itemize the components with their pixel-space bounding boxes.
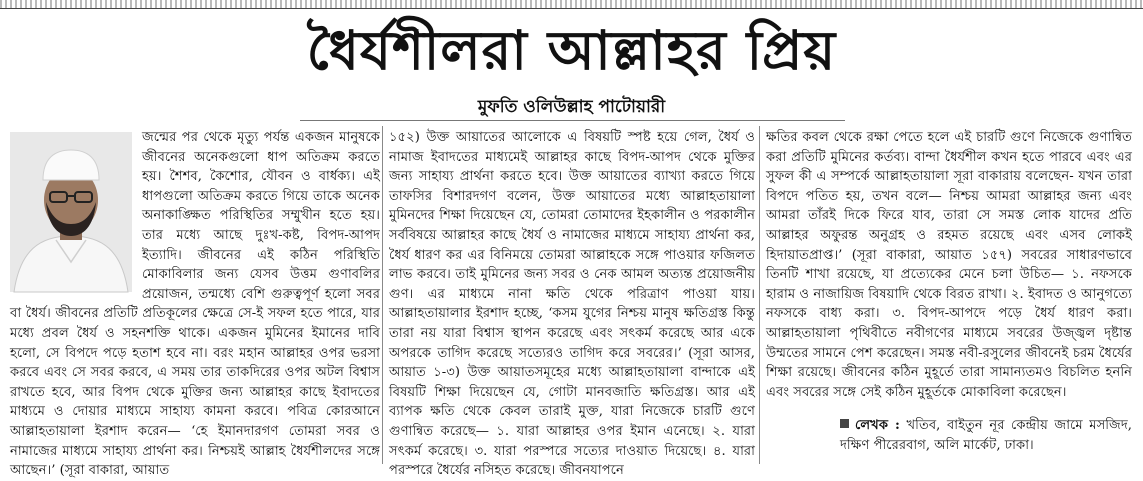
page-top-border	[0, 0, 1143, 9]
author-label: লেখক :	[855, 418, 900, 434]
article-column-3	[766, 128, 1132, 463]
author-photo	[10, 132, 132, 292]
column-1-text: জন্মের পর থেকে মৃত্যু পর্যন্ত একজন মানুষকে জীবনের অনেকগুলো ধাপ অতিক্রম করতে হয়। শৈশব, কৈশোর, যৌবন ও বার্ধক্য। এই ধাপগুলো অতিক্রম করতে গিয়ে তাকে অনেক অনাকাঙ্ক্ষিত পরিস্থিতির সম্মুখীন হতে হয়। তার মধ্যে আছে দুঃখ-কষ্ট, বিপদ-আপদ ইত্যাদি। জীবনের এই কঠিন পরিস্থিতি মোকাবিলার জন্য যেসব উত্তম গুণাবলির প্রয়োজন, তন্মধ্যে বেশি গুরুত্বপূর্ণ হলো সবর বা ধৈর্য। জীবনের প্রতিটি প্রতিকূলের ক্ষেত্রে সে-ই সফল হতে পারে, যার মধ্যে প্রবল ধৈর্য ও সহনশক্তি থাকে। একজন মুমিনের ইমানের দাবি হলো, সে বিপদে পড়ে হতাশ হবে না। বরং মহান আল্লাহর ওপর ভরসা করবে এবং সে সবর করবে, এ সময় তার তাকদিরের ওপর অটল বিশ্বাস রাখতে হবে, আর বিপদ থেকে মুক্তির জন্য আল্লাহর কাছে ইবাদতের মাধ্যমে ও দোয়ার মাধ্যমে সাহায্য কামনা করবে। পবিত্র কোরআনে আল্লাহতায়ালা ইরশাদ করেন— ‘হে ইমানদারগণ তোমরা সবর ও নামাজের মাধ্যমে সাহায্য প্রার্থনা কর। নিশ্চয়ই আল্লাহ ধৈর্যশীলদের সঙ্গে আছেন।’ (সূরা বাকারা, আয়াত	[10, 130, 380, 479]
article-headline: ধৈর্যশীলরা আল্লাহর প্রিয়	[306, 18, 837, 82]
article-byline: মুফতি ওলিউল্লাহ পাটোয়ারী	[477, 97, 666, 117]
article-column-1	[10, 128, 380, 479]
author-note	[840, 416, 1132, 455]
column-divider-2	[759, 126, 760, 464]
bullet-square-icon	[840, 419, 849, 428]
author-description: খতিব, বাইতুন নূর কেন্দ্রীয় জামে মসজিদ, দক্ষিণ পীরেরবাগ, অলি মার্কেট, ঢাকা।	[840, 418, 1132, 453]
headline-rule	[300, 120, 845, 121]
column-divider-1	[382, 126, 383, 464]
column-2-text: ১৫২) উক্ত আয়াতের আলোকে এ বিষয়টি স্পষ্ট হয়ে গেল, ধৈর্য ও নামাজ ইবাদতের মাধ্যমেই আল্লাহর কাছে বিপদ-আপদ থেকে মুক্তির জন্য সাহায্য প্রার্থনা করতে হবে। উক্ত আয়াতের ব্যাখ্যা করতে গিয়ে তাফসির বিশারদগণ বলেন, উক্ত আয়াতের মধ্যে আল্লাহতায়ালা মুমিনদের শিক্ষা দিয়েছেন যে, তোমরা তোমাদের ইহকালীন ও পরকালীন সর্ববিষয়ে আল্লাহর কাছে ধৈর্য ও নামাজের মাধ্যমে সাহায্য প্রার্থনা কর, ধৈর্য ধারণ কর এর বিনিময়ে তোমরা আল্লাহকে সঙ্গে পাওয়ার ফজিলত লাভ করবে। তাই মুমিনের জন্য সবর ও নেক আমল অত্যন্ত প্রয়োজনীয় গুণ। এর মাধ্যমে নানা ক্ষতি থেকে পরিত্রাণ পাওয়া যায়। আল্লাহতায়ালার ইরশাদ হচ্ছে, ‘কসম যুগের নিশ্চয় মানুষ ক্ষতিগ্রস্ত কিন্তু তারা নয় যারা বিশ্বাস স্থাপন করেছে এবং সৎকর্ম করেছে আর একে অপরকে তাগিদ করেছে সত্যেরও তাগিদ করে সবরের।’ (সূরা আসর, আয়াত ১-৩) উক্ত আয়াতসমূহের মধ্যে আল্লাহতায়ালা বান্দাকে এই বিষয়টি শিক্ষা দিয়েছেন যে, গোটা মানবজাতি ক্ষতিগ্রস্ত। আর এই ব্যাপক ক্ষতি থেকে কেবল তারাই মুক্ত, যারা নিজেকে চারটি গুণে গুণান্বিত করেছে— ১. যারা আল্লাহর ওপর ইমান এনেছে। ২. যারা সৎকর্ম করেছে। ৩. যারা পরস্পরে সত্যের দাওয়াত দিয়েছে। ৪. যারা পরস্পরে ধৈর্যের নসিহত করেছে। জীবনযাপনে	[389, 130, 755, 479]
column-3-text: ক্ষতির কবল থেকে রক্ষা পেতে হলে এই চারটি গুণে নিজেকে গুণান্বিত করা প্রতিটি মুমিনের কর্তব্য। বান্দা ধৈর্যশীল কখন হতে পারবে এবং এর সুফল কী এ সম্পর্কে আল্লাহতায়ালা সূরা বাকারায় বলেছেন- যখন তারা বিপদে পতিত হয়, তখন বলে— নিশ্চয় আমরা আল্লাহর জন্য এবং আমরা তাঁরই দিকে ফিরে যাব, তারা সে সমস্ত লোক যাদের প্রতি আল্লাহর অফুরন্ত অনুগ্রহ ও রহমত রয়েছে এবং এসব লোকই হিদায়াতপ্রাপ্ত।’ (সূরা বাকারা, আয়াত ১৫৭) সবরের সাধারণভাবে তিনটি শাখা রয়েছে, যা প্রত্যেকের মেনে চলা উচিত— ১. নফসকে হারাম ও নাজায়িজ বিষয়াদি থেকে বিরত রাখা। ২. ইবাদত ও আনুগত্যে নফসকে বাধ্য করা। ৩. বিপদ-আপদে পড়ে ধৈর্য ধারণ করা। আল্লাহতায়ালা পৃথিবীতে নবীগণের মাধ্যমে সবরের উজ্জ্বল দৃষ্টান্ত উম্মতের সামনে পেশ করেছেন। সমস্ত নবী-রসুলের জীবনেই চরম ধৈর্যের শিক্ষা রয়েছে। জীবনের কঠিন মুহূর্তে তারা সামান্যতমও বিচলিত হননি এবং সবরের সঙ্গে সেই কঠিন মুহূর্তকে মোকাবিলা করেছেন।	[766, 130, 1132, 400]
article-column-2	[389, 128, 755, 479]
